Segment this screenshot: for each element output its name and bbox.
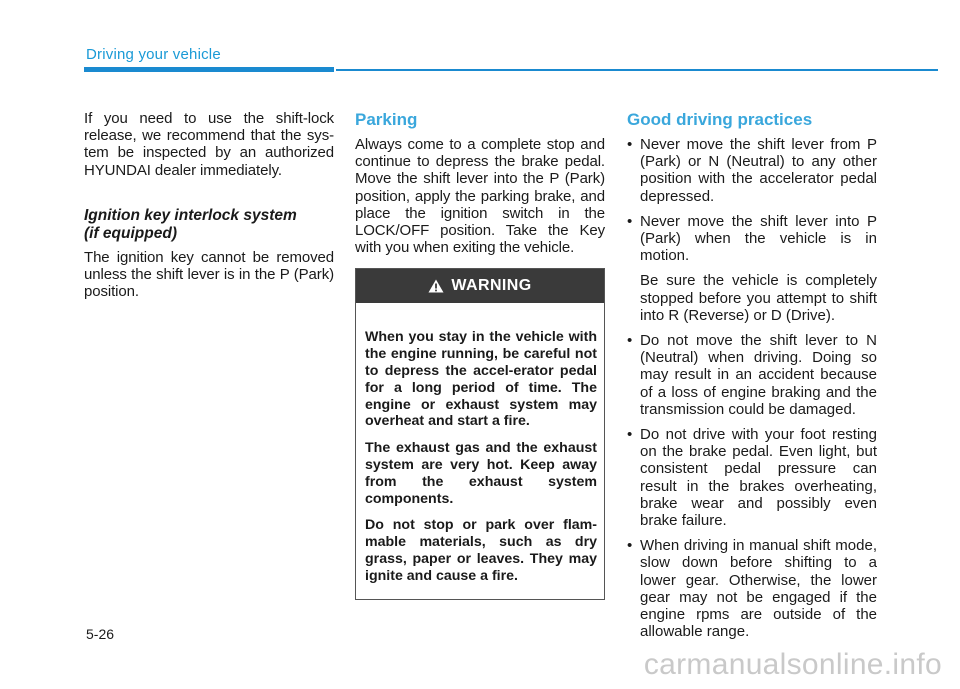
warning-paragraph: When you stay in the vehicle with the engine running, be careful not to depress the accel-erator pedal for a long period of time. The engine or exhaust system may overheat and start a fire. — [365, 329, 597, 430]
interlock-paragraph: The ignition key cannot be removed unless the shift lever is in the P (Park) position. — [84, 248, 334, 301]
interlock-heading-line1: Ignition key interlock system — [84, 206, 297, 224]
page-number: 5-26 — [86, 626, 115, 642]
interlock-heading — [84, 207, 334, 243]
bullet-dot: • — [627, 426, 633, 444]
header-rule-thick — [84, 67, 334, 72]
list-item — [627, 136, 877, 205]
parking-heading: Parking — [355, 110, 418, 129]
list-item-text: Never move the shift lever from P (Park) or N (Neutral) to any other position with the accelerator pedal depressed. — [640, 136, 877, 205]
warning-triangle-icon — [428, 279, 444, 293]
bullet-dot: • — [627, 212, 633, 230]
watermark: carmanualsonline.info — [643, 648, 942, 681]
warning-body — [356, 303, 604, 598]
warning-header — [356, 269, 604, 303]
warning-paragraph: Do not stop or park over flam-mable materials, such as dry grass, paper or leaves. They may ignite and cause a fire. — [365, 517, 597, 584]
list-item — [627, 213, 877, 324]
list-item-note: Be sure the vehicle is completely stopped before you attempt to shift into R (Reverse) or D (Drive). — [640, 272, 877, 324]
column-middle — [355, 110, 605, 600]
bullet-dot: • — [627, 136, 633, 153]
parking-paragraph: Always come to a complete stop and continue to depress the brake pedal. Move the shift lever into the P (Park) position, apply the parking brake, and place the ignition switch in the LOCK/OFF position. Take the Key with you when exiting the vehicle. — [355, 136, 605, 257]
list-item-text: Never move the shift lever into P (Park) when the vehicle is in motion. — [640, 212, 877, 265]
interlock-heading-line2: (if equipped) — [84, 224, 177, 242]
section-title: Driving your vehicle — [86, 46, 221, 63]
bullet-dot: • — [627, 332, 633, 350]
column-left — [84, 110, 334, 312]
good-driving-list — [627, 136, 877, 640]
warning-box — [355, 268, 605, 599]
list-item-text: When driving in manual shift mode, slow down before shifting to a lower gear. Otherwise, the lower gear may not be engaged if the engine rpms are outside of the allowable range. — [640, 537, 877, 641]
list-item-text: Do not move the shift lever to N (Neutral) when driving. Doing so may result in an accident because of a loss of engine braking and the transmission could be damaged. — [640, 332, 877, 418]
warning-title: WARNING — [451, 277, 532, 295]
bullet-dot: • — [627, 537, 633, 555]
list-item-text: Do not drive with your foot resting on the brake pedal. Even light, but consistent pedal pressure can result in the brakes overheating, brake wear and possibly even brake failure. — [640, 426, 877, 530]
list-item — [627, 426, 877, 529]
list-item — [627, 332, 877, 418]
good-driving-heading: Good driving practices — [627, 110, 813, 129]
shift-lock-paragraph: If you need to use the shift-lock release, we recommend that the sys-tem be inspected by an authorized HYUNDAI dealer immediately. — [84, 110, 334, 179]
header-rule-thin — [336, 69, 938, 71]
list-item — [627, 537, 877, 640]
column-right — [627, 110, 877, 648]
warning-paragraph: The exhaust gas and the exhaust system are very hot. Keep away from the exhaust system components. — [365, 440, 597, 507]
